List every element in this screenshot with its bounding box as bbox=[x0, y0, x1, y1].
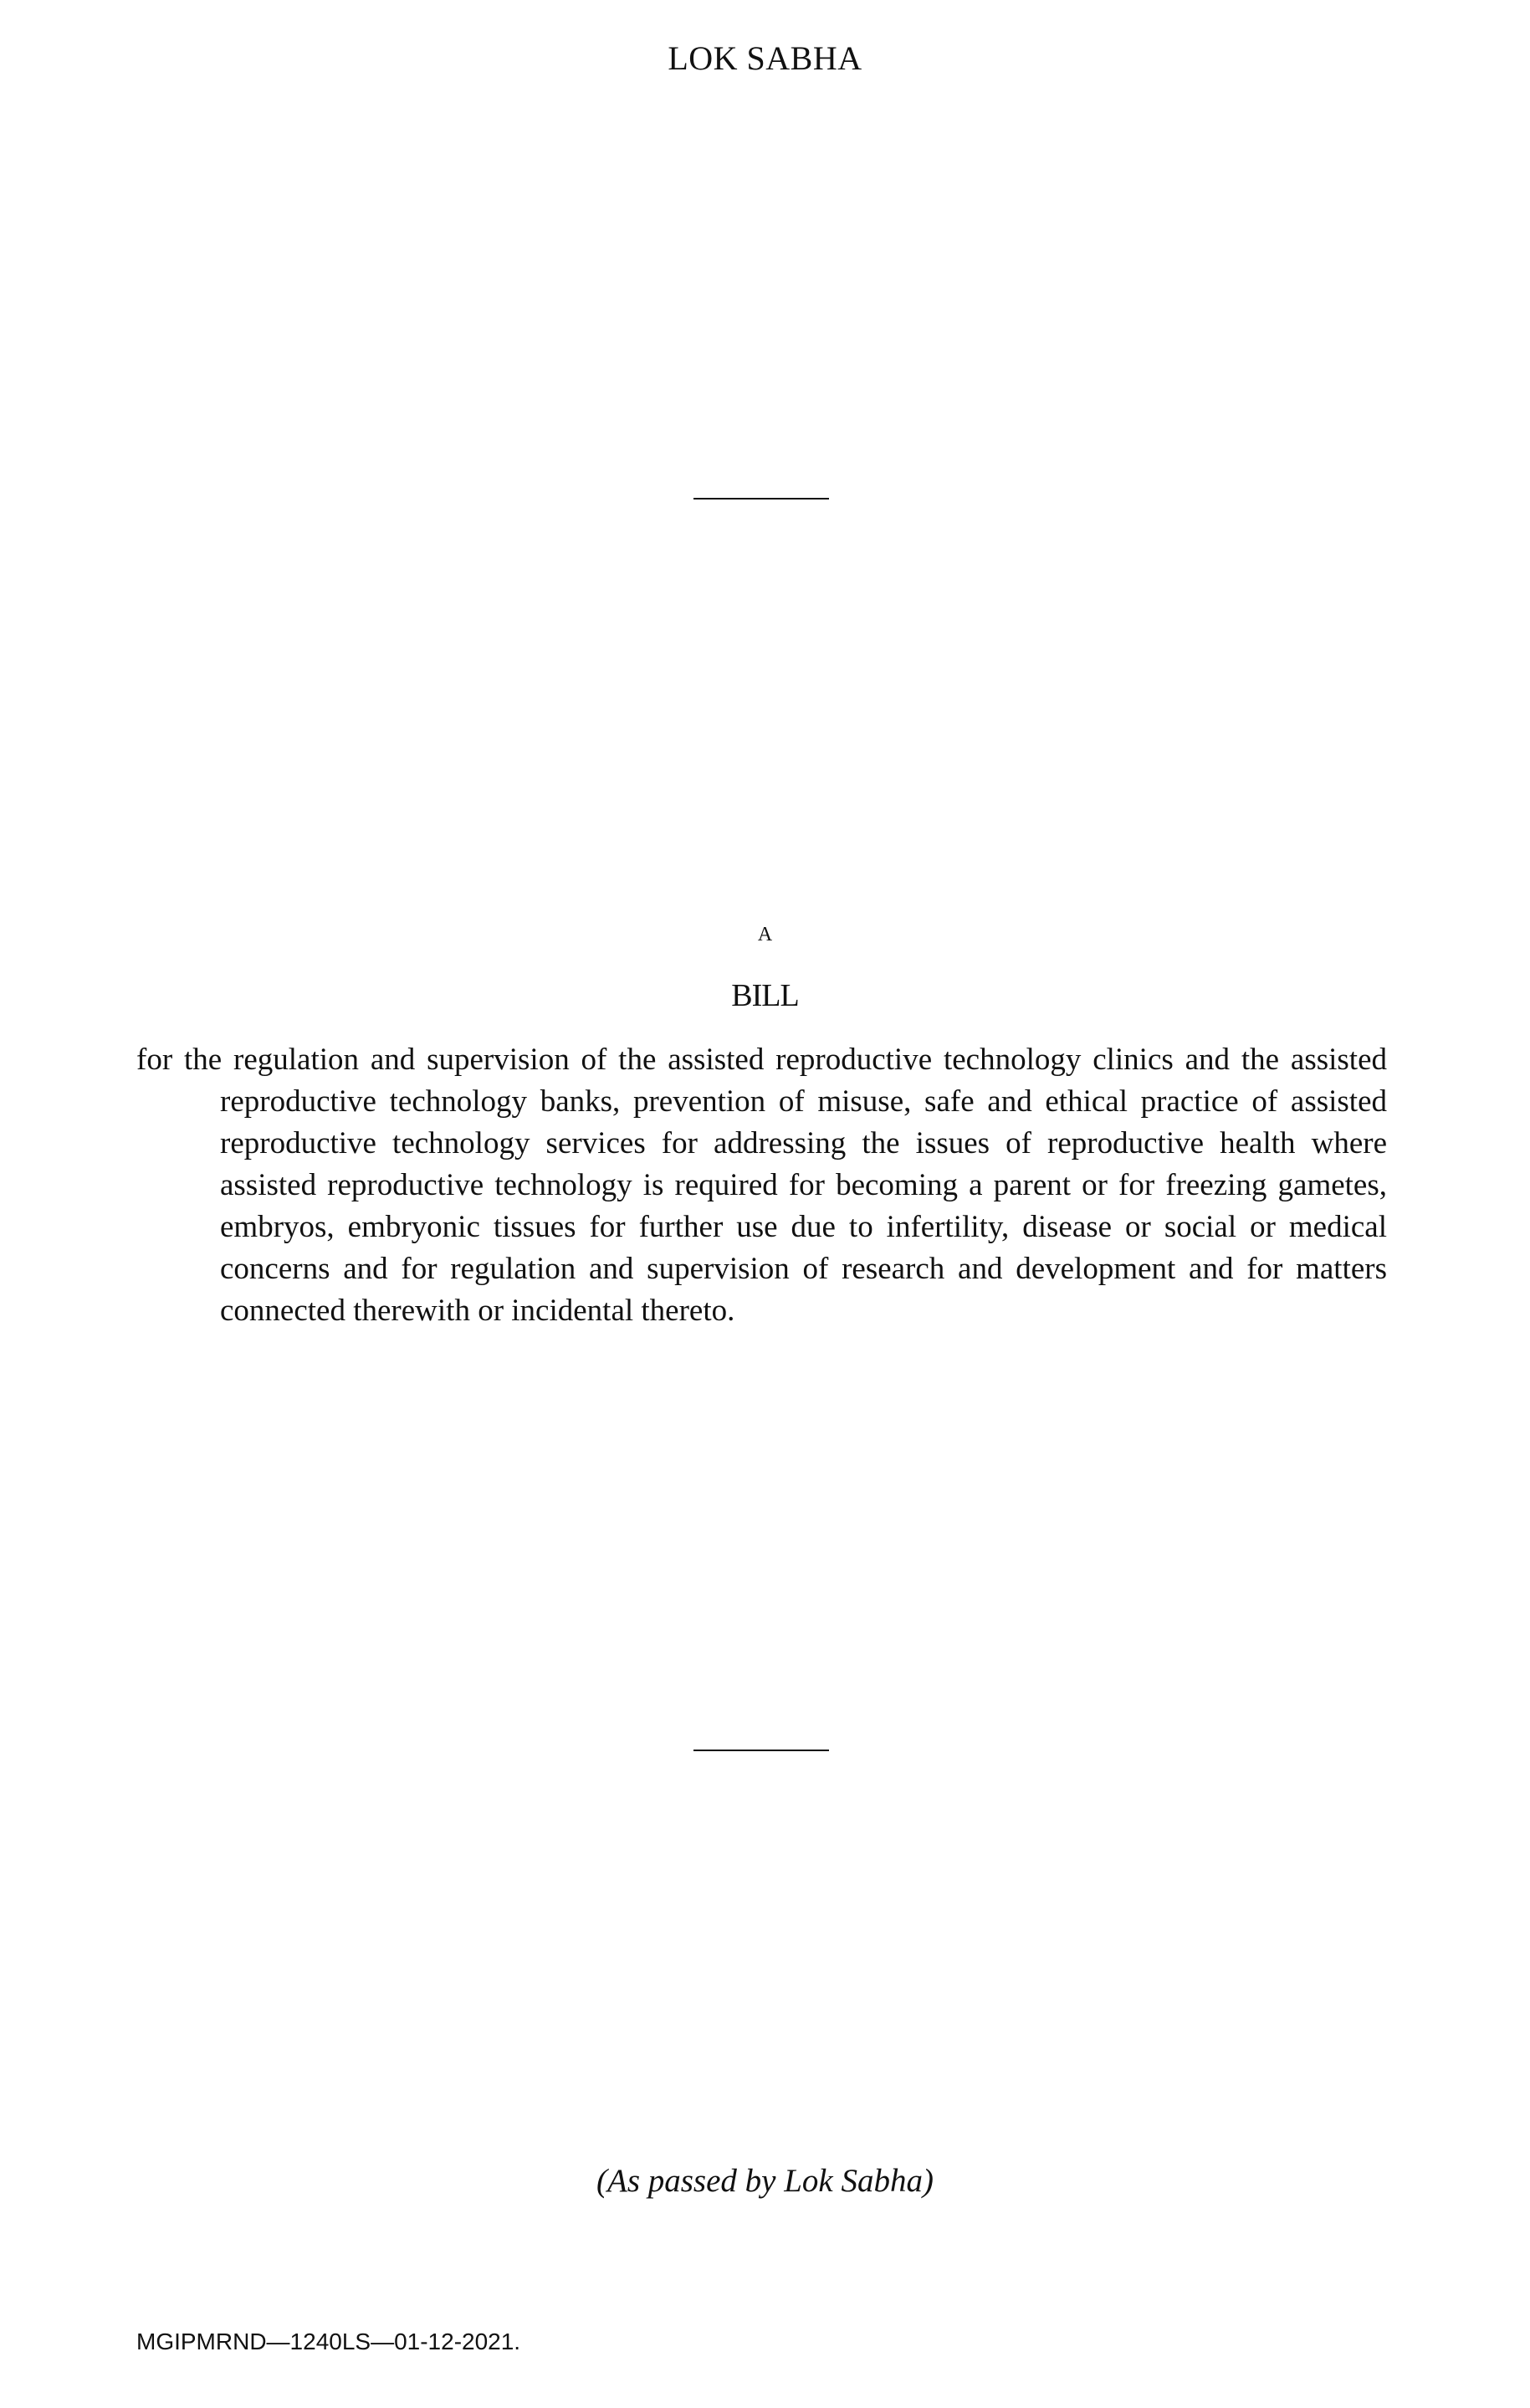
article-label: A bbox=[757, 924, 773, 945]
print-code: MGIPMRND—1240LS—01-12-2021. bbox=[136, 2329, 521, 2354]
passage-status: (As passed by Lok Sabha) bbox=[596, 2163, 934, 2199]
document-type-heading: BILL bbox=[731, 978, 799, 1013]
house-title: LOK SABHA bbox=[668, 39, 862, 77]
bottom-divider bbox=[693, 1750, 829, 1751]
top-divider bbox=[693, 498, 829, 500]
bill-long-title: for the regulation and supervision of the assisted reproductive technology clinics and the assisted reproductive technology banks, prevention of misuse, safe and ethical practice of assisted reproductive technology services for addressing the issues of reproductive health where assisted reproductive technology is required for becoming a parent or for freezing gametes, embryos, embryonic tissues for further use due to infertility, disease or social or medical concerns and for regulation and supervision of research and development and for matters connected therewith or incidental thereto. bbox=[136, 1043, 1387, 1328]
